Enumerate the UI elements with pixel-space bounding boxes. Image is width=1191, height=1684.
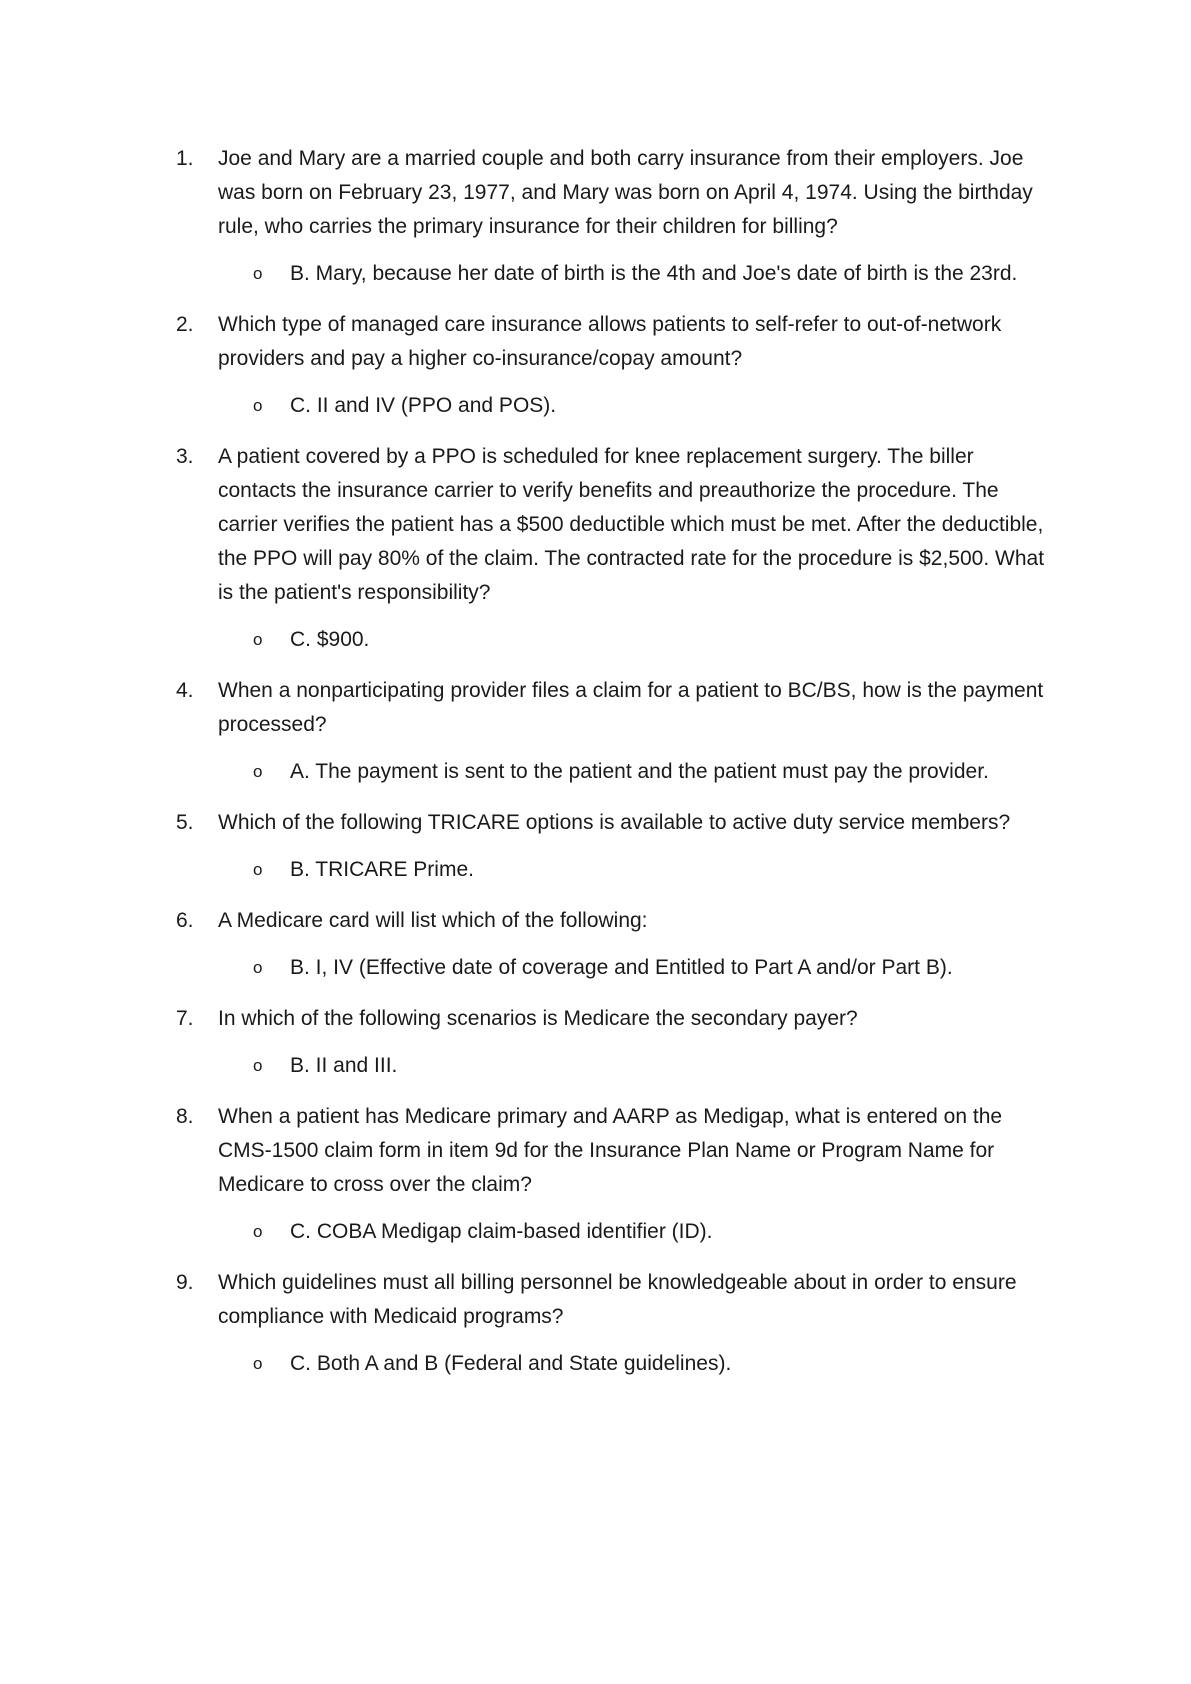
bullet-icon: o	[253, 762, 263, 781]
question-number: 7.	[176, 1007, 194, 1030]
question-item	[0, 904, 1191, 985]
answer-item	[0, 755, 1191, 789]
answer-text: C. II and IV (PPO and POS).	[290, 394, 557, 417]
bullet-icon: o	[253, 860, 263, 879]
question-number: 8.	[176, 1105, 194, 1128]
question-text: Which type of managed care insurance allows patients to self-refer to out-of-network providers and pay a higher co-insurance/copay amount?	[218, 313, 1002, 370]
question-item	[0, 1002, 1191, 1083]
answer-item	[0, 389, 1191, 423]
answer-text: C. COBA Medigap claim-based identifier (ID).	[290, 1220, 713, 1243]
question-number: 3.	[176, 445, 194, 468]
bullet-icon: o	[253, 1056, 263, 1075]
answer-item	[0, 257, 1191, 291]
question-item	[0, 440, 1191, 657]
answer-text: B. TRICARE Prime.	[290, 858, 474, 881]
question-item	[0, 806, 1191, 887]
question-text: Joe and Mary are a married couple and both carry insurance from their employers. Joe was born on February 23, 1977, and Mary was born on April 4, 1974. Using the birthday rule, who carries the primary insurance for their children for billing?	[218, 147, 1033, 238]
question-item	[0, 142, 1191, 291]
question-text: A patient covered by a PPO is scheduled for knee replacement surgery. The biller contacts the insurance carrier to verify benefits and preauthorize the procedure. The carrier verifies the patient has a $500 deductible which must be met. After the deductible, the PPO will pay 80% of the claim. The contracted rate for the procedure is $2,500. What is the patient's responsibility?	[218, 445, 1045, 604]
bullet-icon: o	[253, 396, 263, 415]
question-item	[0, 1266, 1191, 1381]
answer-item	[0, 1347, 1191, 1381]
bullet-icon: o	[253, 958, 263, 977]
question-item	[0, 1100, 1191, 1249]
answer-item	[0, 1049, 1191, 1083]
bullet-icon: o	[253, 1354, 263, 1373]
answer-text: C. Both A and B (Federal and State guidelines).	[290, 1352, 732, 1375]
answer-text: B. II and III.	[290, 1054, 398, 1077]
answer-text: B. Mary, because her date of birth is the 4th and Joe's date of birth is the 23rd.	[290, 262, 1018, 285]
answer-item	[0, 951, 1191, 985]
question-number: 5.	[176, 811, 194, 834]
question-item	[0, 308, 1191, 423]
answer-item	[0, 1215, 1191, 1249]
question-text: When a nonparticipating provider files a claim for a patient to BC/BS, how is the payment processed?	[218, 679, 1044, 736]
answer-item	[0, 623, 1191, 657]
answer-text: B. I, IV (Effective date of coverage and Entitled to Part A and/or Part B).	[290, 956, 953, 979]
question-number: 6.	[176, 909, 194, 932]
question-text: Which guidelines must all billing personnel be knowledgeable about in order to ensure compliance with Medicaid programs?	[218, 1271, 1017, 1328]
question-text: When a patient has Medicare primary and AARP as Medigap, what is entered on the CMS-1500 claim form in item 9d for the Insurance Plan Name or Program Name for Medicare to cross over the claim?	[218, 1105, 1003, 1196]
answer-item	[0, 853, 1191, 887]
bullet-icon: o	[253, 264, 263, 283]
question-text: Which of the following TRICARE options is available to active duty service members?	[218, 811, 1011, 834]
bullet-icon: o	[253, 630, 263, 649]
answer-text: A. The payment is sent to the patient and the patient must pay the provider.	[290, 760, 989, 783]
question-number: 9.	[176, 1271, 194, 1294]
question-number: 4.	[176, 679, 194, 702]
question-list	[0, 142, 1191, 1398]
question-item	[0, 674, 1191, 789]
question-number: 1.	[176, 147, 194, 170]
answer-text: C. $900.	[290, 628, 370, 651]
question-number: 2.	[176, 313, 194, 336]
bullet-icon: o	[253, 1222, 263, 1241]
question-text: In which of the following scenarios is Medicare the secondary payer?	[218, 1007, 858, 1030]
question-text: A Medicare card will list which of the following:	[218, 909, 648, 932]
